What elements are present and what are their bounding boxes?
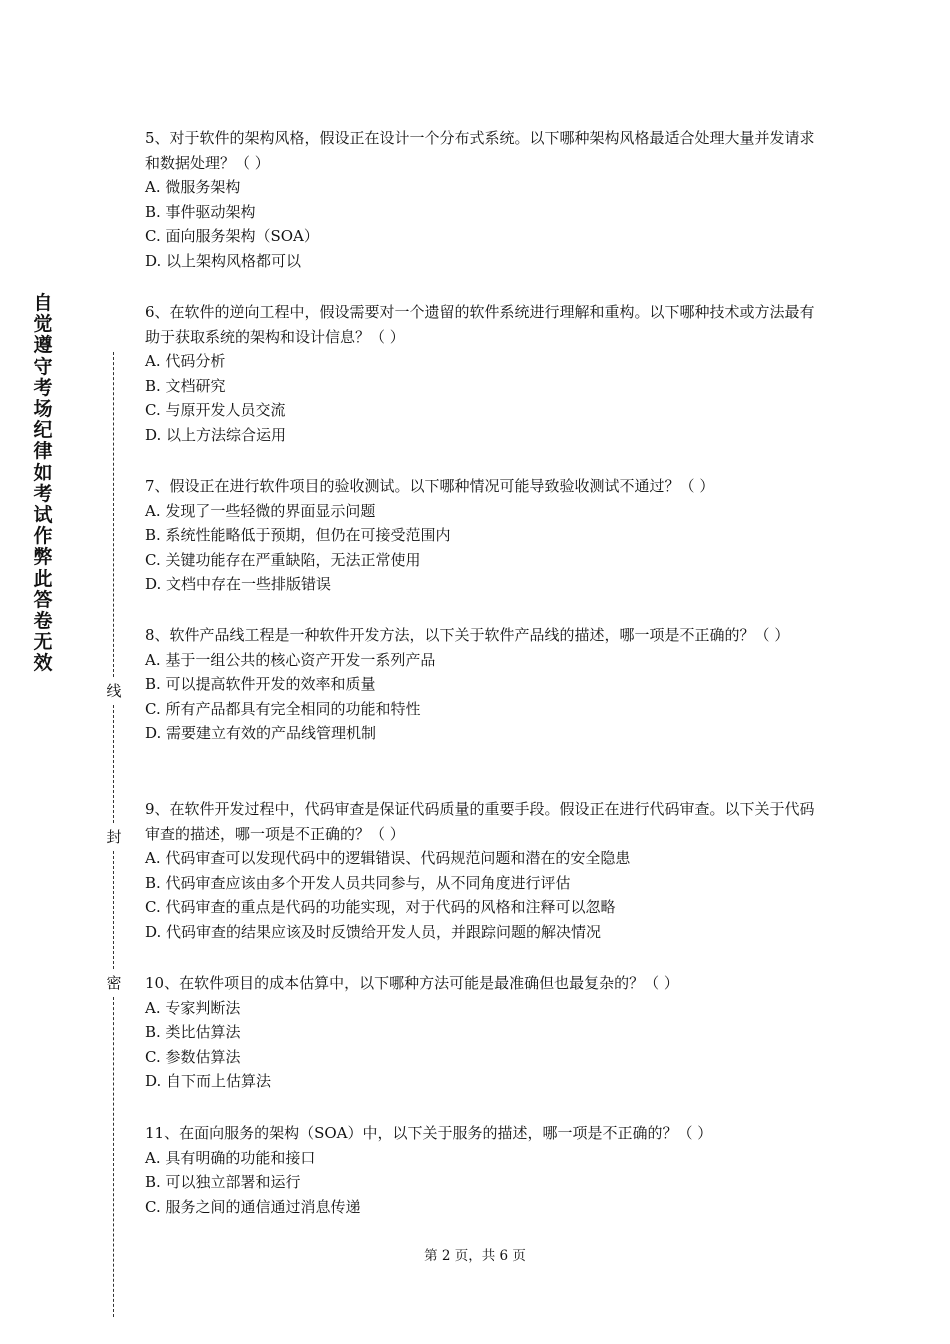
question-6	[145, 300, 825, 447]
option-b: B. 系统性能略低于预期，但仍在可接受范围内	[145, 526, 451, 544]
option-c: C. 面向服务架构（SOA）	[145, 227, 319, 245]
option-c: C. 代码审查的重点是代码的功能实现，对于代码的风格和注释可以忽略	[145, 898, 616, 916]
question-8	[145, 623, 825, 746]
page-number-footer: 第 2 页，共 6 页	[424, 1248, 526, 1264]
exam-discipline-notice: 自觉遵守考场纪律如考试作弊此答卷无效	[33, 292, 53, 675]
question-11	[145, 1121, 825, 1219]
option-c: C. 所有产品都具有完全相同的功能和特性	[145, 699, 421, 718]
option-a: A. 代码审查可以发现代码中的逻辑错误、代码规范问题和潜在的安全隐患	[145, 849, 631, 867]
option-a: A. 基于一组公共的核心资产开发一系列产品	[145, 650, 436, 669]
option-b: B. 事件驱动架构	[145, 202, 256, 221]
binding-line-segment	[113, 997, 114, 1317]
option-c: C. 服务之间的通信通过消息传递	[145, 1197, 361, 1216]
option-d: D. 需要建立有效的产品线管理机制	[145, 724, 377, 742]
seal-label-line: 线	[106, 682, 122, 700]
seal-label-secret: 密	[106, 974, 122, 992]
question-10	[145, 971, 825, 1094]
option-d: D. 代码审查的结果应该及时反馈给开发人员，并跟踪问题的解决情况	[145, 922, 602, 941]
option-a: A. 专家判断法	[145, 998, 241, 1017]
question-stem: 6、在软件的逆向工程中，假设需要对一个遗留的软件系统进行理解和重构。以下哪种技术或方法最有助于获取系统的架构和设计信息？（ ）	[145, 303, 815, 346]
seal-label-seal: 封	[106, 828, 122, 846]
binding-line-segment	[113, 851, 114, 969]
binding-line-segment	[113, 705, 114, 823]
option-a: A. 发现了一些轻微的界面显示问题	[145, 501, 376, 520]
binding-line-segment	[113, 352, 114, 677]
question-9	[145, 797, 825, 944]
question-5	[145, 126, 825, 273]
option-c: C. 参数估算法	[145, 1047, 241, 1066]
question-stem: 11、在面向服务的架构（SOA）中，以下关于服务的描述，哪一项是不正确的？（ ）	[145, 1124, 713, 1142]
option-a: A. 具有明确的功能和接口	[145, 1148, 316, 1167]
option-b: B. 文档研究	[145, 376, 226, 395]
question-stem: 8、软件产品线工程是一种软件开发方法，以下关于软件产品线的描述，哪一项是不正确的？（ ）	[145, 626, 790, 644]
option-d: D. 以上架构风格都可以	[145, 251, 302, 270]
question-stem: 5、对于软件的架构风格，假设正在设计一个分布式系统。以下哪种架构风格最适合处理大量并发请求和数据处理？（ ）	[145, 129, 815, 172]
option-b: B. 可以提高软件开发的效率和质量	[145, 675, 376, 693]
question-7	[145, 474, 825, 597]
option-b: B. 类比估算法	[145, 1023, 241, 1041]
option-b: B. 可以独立部署和运行	[145, 1173, 301, 1191]
option-d: D. 文档中存在一些排版错误	[145, 575, 332, 593]
option-d: D. 以上方法综合运用	[145, 425, 287, 444]
question-stem: 7、假设正在进行软件项目的验收测试。以下哪种情况可能导致验收测试不通过？（ ）	[145, 477, 715, 495]
option-a: A. 微服务架构	[145, 178, 241, 196]
option-b: B. 代码审查应该由多个开发人员共同参与，从不同角度进行评估	[145, 873, 571, 892]
option-c: C. 关键功能存在严重缺陷，无法正常使用	[145, 550, 421, 569]
option-d: D. 自下而上估算法	[145, 1072, 272, 1090]
question-stem: 9、在软件开发过程中，代码审查是保证代码质量的重要手段。假设正在进行代码审查。以下关于代码审查的描述，哪一项是不正确的？（ ）	[145, 800, 815, 843]
option-a: A. 代码分析	[145, 352, 226, 370]
option-c: C. 与原开发人员交流	[145, 401, 286, 419]
question-stem: 10、在软件项目的成本估算中，以下哪种方法可能是最准确但也最复杂的？（ ）	[145, 974, 679, 992]
